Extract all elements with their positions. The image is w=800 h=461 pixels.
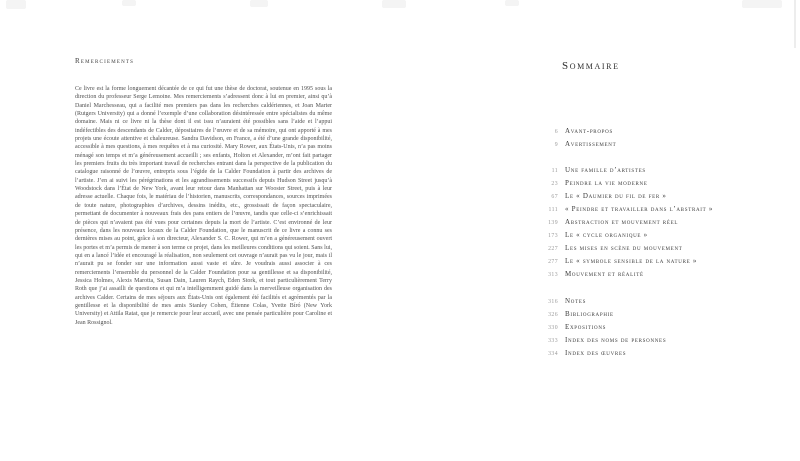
toc-entry-label: Les mises en scène du mouvement xyxy=(565,244,683,253)
toc-page-number: 333 xyxy=(548,337,558,344)
toc-group xyxy=(532,127,794,153)
toc-page-number: 330 xyxy=(548,324,558,331)
toc-page-number: 313 xyxy=(548,272,558,279)
toc-row xyxy=(532,205,794,218)
toc-page-number: 6 xyxy=(554,128,558,135)
toc-entry-label: Le « cycle organique » xyxy=(565,230,648,239)
toc-row xyxy=(532,166,794,179)
toc-row xyxy=(532,231,794,244)
toc-heading: Sommaire xyxy=(562,60,620,72)
toc-entry-label: « Peindre et travailler dans l’abstrait » xyxy=(565,204,714,213)
toc-row xyxy=(532,192,794,205)
toc-entry-label: Index des œuvres xyxy=(565,348,627,357)
toc-group xyxy=(532,297,794,362)
toc-entry-label: Bibliographie xyxy=(565,309,614,318)
toc-entry-label: Notes xyxy=(565,296,587,305)
toc-row xyxy=(532,336,794,349)
toc-entry-label: Avant-propos xyxy=(565,126,613,135)
toc-page-number: 316 xyxy=(548,298,558,305)
toc-page-number: 11 xyxy=(551,167,558,174)
toc-entry-label: Mouvement et réalité xyxy=(565,270,644,279)
toc-row xyxy=(532,127,794,140)
toc-row xyxy=(532,349,794,362)
toc-row xyxy=(532,310,794,323)
toc-entry-label: Le « Daumier du fil de fer » xyxy=(565,191,667,200)
toc-page-number: 67 xyxy=(551,193,558,200)
toc-entry-label: Peindre la vie moderne xyxy=(565,178,648,187)
toc-page-number: 111 xyxy=(548,206,558,213)
toc-row xyxy=(532,244,794,257)
toc-row xyxy=(532,270,794,283)
toc-row xyxy=(532,297,794,310)
acknowledgments-heading: Remerciements xyxy=(75,57,135,65)
toc-entry-label: Index des noms de personnes xyxy=(565,335,667,344)
toc-row xyxy=(532,140,794,153)
toc-entry-label: Abstraction et mouvement réel xyxy=(565,217,679,226)
toc-page-number: 334 xyxy=(548,350,558,357)
toc-page-number: 277 xyxy=(548,259,558,266)
toc-entry-label: Avertissement xyxy=(565,139,617,148)
toc-row xyxy=(532,179,794,192)
toc-entry-label: Une famille d’artistes xyxy=(565,165,646,174)
toc-entry-label: Expositions xyxy=(565,322,607,331)
toc-page-number: 326 xyxy=(548,311,558,318)
toc-page-number: 23 xyxy=(551,180,558,187)
toc-row xyxy=(532,323,794,336)
toc-row xyxy=(532,218,794,231)
toc-entry-label: Le « symbole sensible de la nature » xyxy=(565,257,698,266)
toc-page-number: 139 xyxy=(548,219,558,226)
toc-group xyxy=(532,166,794,284)
toc-page-number: 9 xyxy=(554,141,558,148)
acknowledgments-text: Ce livre est la forme longuement décantée de ce qui fut une thèse de doctorat, soutenue en 1995 sous la direction du professeur Serge Lemoine. Mes remerciements s’adressent donc à lui en premier, ainsi qu’à Daniel Marchesseau, qui a facilité mes premiers pas dans les recherches caldériennes, et Joan Marter (Rutgers University) qui a donné l’exemple d’une collaboration désintéressée entre spécialistes du même domaine. Mais ni ce livre ni la thèse dont il est issu n’auraient été possibles sans l’aide et l’appui indéfectibles des descendants de Calder, dépositaires de l’œuvre et de sa mémoire, qui ont apporté à mes projets une écoute attentive et chaleureuse. Sandra Davidson, en France, a été d’une grande disponibilité, accessible à mes questions, à mes requêtes et à ma curiosité. Mary Rower, aux États-Unis, n’a pas moins ménagé son temps et m’a généreusement accueilli ; ses enfants, Holton et Alexander, m’ont fait partager les premiers fruits du très important travail de recherches entrant dans la perspective de la publication du catalogue raisonné de l’œuvre, entrepris sous l’égide de la Calder Foundation à partir des archives de l’artiste. J’en ai suivi les pérégrinations et les agrandissements successifs depuis Hudson Street jusqu’à Woodstock dans l’État de New York, avant leur retour dans Manhattan sur Wooster Street, puis à leur adresse actuelle. Chaque fois, le matériau de l’historien, manuscrits, correspondances, sources imprimées de toute nature, photographies d’archives, dessins inédits, etc., grossissait de façon spectaculaire, permettant de documenter à nouveaux frais des pans entiers de l’œuvre, tandis que celle-ci s’enrichissait de pièces qui n’avaient pas été vues pour certaines depuis la mort de l’artiste. C’est environné de leur présence, dans les nouveaux locaux de la Calder Foundation, que le manuscrit de ce livre a connu ses dernières mises au point, grâce à son directeur, Alexander S. C. Rower, qui m’en a généreusement ouvert les portes et m’a permis de mener à son terme ce projet, dans les meilleures conditions qui soient. Sans lui, qui en a lancé l’idée et encouragé la réalisation, non seulement cet ouvrage n’aurait pas vu le jour, mais il n’aurait pu se fonder sur une information aussi vaste et sûre. Je voudrais aussi associer à ces remerciements l’ensemble du personnel de la Calder Foundation pour sa gentillesse et sa disponibilité, Jessica Holmes, Alexis Marotta, Susan Dain, Lauren Raych, Eden Stork, et tout particulièrement Terry Roth que j’ai assailli de questions et qui m’a intelligemment guidé dans la merveilleuse organisation des archives Calder. Certains de mes séjours aux États-Unis ont également été facilités et agrémentés par la gentillesse et la disponibilité de mes amis Stanley Cohen, Étienne Colas, Yvette Bíró (New York University) et Attila Ratat, que je remercie pour leur accueil, avec une pensée particulière pour Caroline et Jean Rossignol. xyxy=(75,86,332,326)
toc-page-number: 227 xyxy=(548,246,558,253)
toc-row xyxy=(532,257,794,270)
toc-page-number: 173 xyxy=(548,232,558,239)
